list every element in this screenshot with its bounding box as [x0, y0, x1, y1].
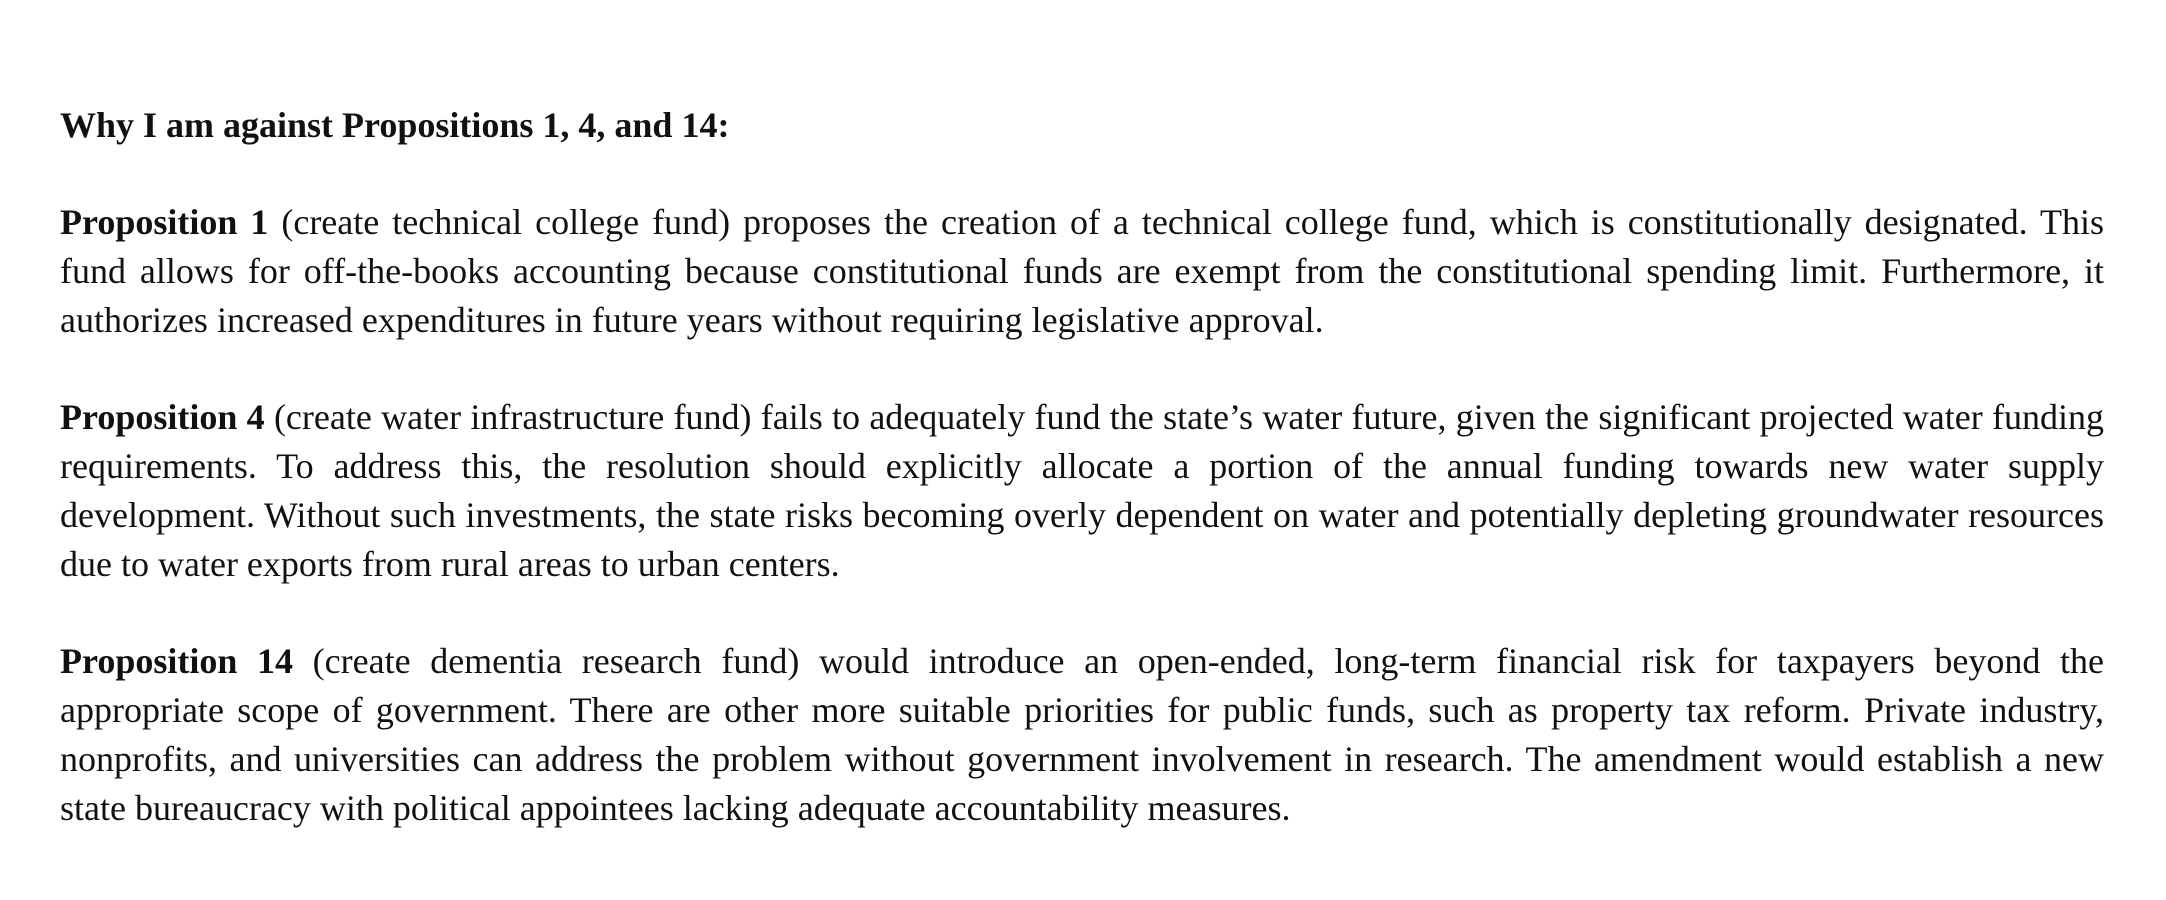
paragraph-text: (create dementia research fund) would introduce an open-ended, long-term financial risk for taxpayers beyond the appropriate scope of government. There are other more suitable priorities for public funds, such as property tax reform. Private industry, nonprofits, and universities can address the problem without government involvement in research. The amendment would establish a new state bureaucracy with political appointees lacking adequate accountability measures. [60, 641, 2104, 828]
proposition-label: Proposition 14 [60, 641, 294, 681]
proposition-label: Proposition 1 [60, 202, 269, 242]
paragraph-text: (create water infrastructure fund) fails to adequately fund the state’s water future, given the significant projected water funding requirements. To address this, the resolution should explicitly allocate a portion of the annual funding towards new water supply development. Without such investments, the state risks becoming overly dependent on water and potentially depleting groundwater resources due to water exports from rural areas to urban centers. [60, 397, 2104, 584]
document-body [60, 100, 2104, 881]
document-heading: Why I am against Propositions 1, 4, and 14: [60, 105, 730, 145]
paragraph-proposition-4 [60, 393, 2104, 589]
proposition-label: Proposition 4 [60, 397, 265, 437]
paragraph-proposition-14 [60, 637, 2104, 833]
paragraph-text: (create technical college fund) proposes the creation of a technical college fund, which is constitutionally designated. This fund allows for off-the-books accounting because constitutional funds are exempt from the constitutional spending limit. Furthermore, it authorizes increased expenditures in future years without requiring legislative approval. [60, 202, 2104, 340]
paragraph-proposition-1 [60, 198, 2104, 345]
